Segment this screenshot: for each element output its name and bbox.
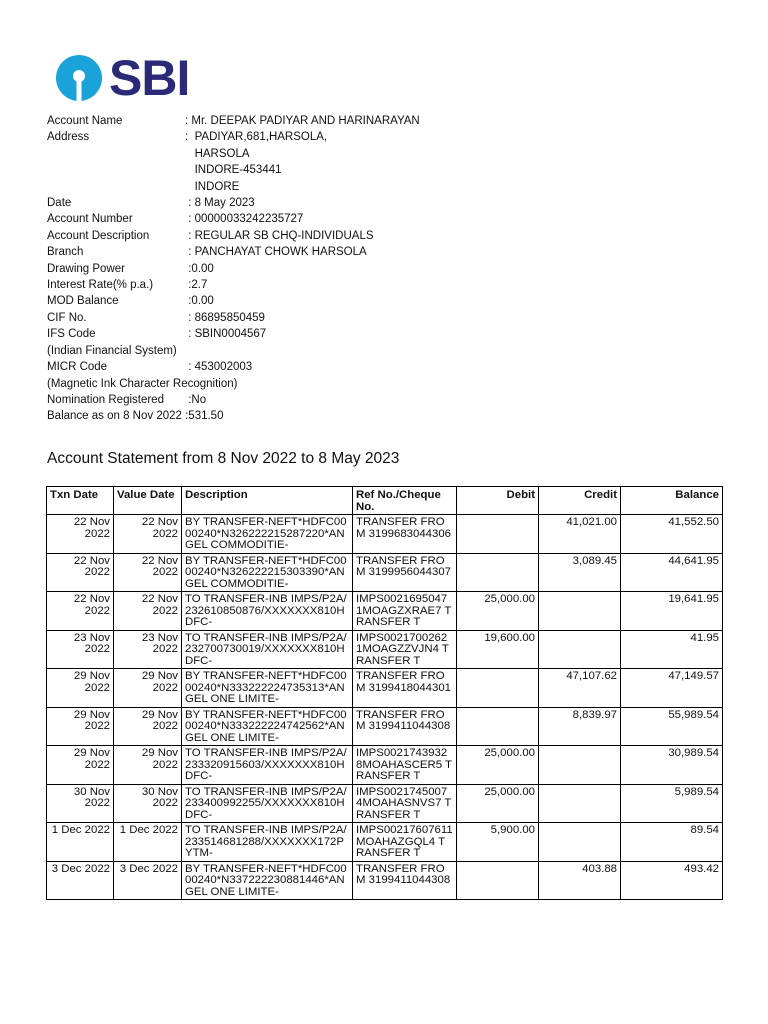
credit-cell: 403.88 (539, 861, 621, 900)
debit-cell: 19,600.00 (457, 630, 539, 669)
txn-date-cell: 22 Nov 2022 (47, 553, 114, 592)
info-value: : PADIYAR,681,HARSOLA, (185, 131, 328, 144)
sbi-keyhole-icon (55, 54, 103, 102)
info-value: :0.00 (185, 262, 214, 275)
balance-cell: 89.54 (621, 823, 723, 862)
balance-cell: 47,149.57 (621, 669, 723, 708)
txn-date-cell: 29 Nov 2022 (47, 707, 114, 746)
table-row (47, 515, 723, 554)
info-value: :531.50 (181, 410, 224, 423)
info-label: Account Name (47, 115, 123, 127)
credit-cell: 41,021.00 (539, 515, 621, 554)
info-label: MICR Code (47, 361, 108, 374)
info-label: Drawing Power (47, 262, 125, 275)
info-row (47, 359, 420, 375)
value-date-cell: 22 Nov 2022 (114, 515, 182, 554)
info-label (47, 162, 185, 178)
ref-cell: TRANSFER FROM 3199411044308 (353, 707, 457, 746)
info-value: INDORE (185, 180, 240, 193)
info-row (47, 162, 420, 178)
info-value: :0.00 (185, 295, 214, 308)
debit-cell (457, 515, 539, 554)
txn-date-cell: 3 Dec 2022 (47, 861, 114, 900)
ref-cell: IMPS00217607611MOAHAZGQL4 TRANSFER T (353, 823, 457, 862)
balance-cell: 41.95 (621, 630, 723, 669)
info-row (47, 211, 420, 227)
info-row (47, 146, 420, 162)
ref-cell: TRANSFER FROM 3199956044307 (353, 553, 457, 592)
value-date-cell: 29 Nov 2022 (114, 707, 182, 746)
info-row (47, 293, 420, 309)
info-value: : PANCHAYAT CHOWK HARSOLA (185, 246, 367, 259)
sbi-logo (55, 50, 190, 106)
info-row (47, 310, 420, 326)
txn-date-cell: 30 Nov 2022 (47, 784, 114, 823)
brand-name: SBI (109, 50, 190, 106)
description-cell: BY TRANSFER-NEFT*HDFC0000240*N337222230881446*ANGEL ONE LIMITE- (182, 861, 353, 900)
value-date-cell: 23 Nov 2022 (114, 630, 182, 669)
debit-cell: 25,000.00 (457, 592, 539, 631)
credit-cell (539, 592, 621, 631)
txn-date-cell: 29 Nov 2022 (47, 746, 114, 785)
info-label: (Magnetic Ink Character Recognition) (47, 377, 238, 390)
description-cell: TO TRANSFER-INB IMPS/P2A/232610850876/XXXXXXX810HDFC- (182, 592, 353, 631)
info-row (47, 244, 420, 260)
col-txn-date: Txn Date (47, 487, 114, 515)
balance-cell: 30,989.54 (621, 746, 723, 785)
info-value: HARSOLA (185, 147, 250, 160)
info-value: INDORE-453441 (185, 164, 282, 177)
ref-cell: TRANSFER FROM 3199683044306 (353, 515, 457, 554)
ref-cell: IMPS00217002621MOAGZZVJN4 TRANSFER T (353, 630, 457, 669)
value-date-cell: 3 Dec 2022 (114, 861, 182, 900)
debit-cell: 5,900.00 (457, 823, 539, 862)
balance-cell: 19,641.95 (621, 592, 723, 631)
description-cell: TO TRANSFER-INB IMPS/P2A/233320915603/XXXXXXX810HDFC- (182, 746, 353, 785)
table-row (47, 630, 723, 669)
info-label (47, 179, 185, 195)
credit-cell: 8,839.97 (539, 707, 621, 746)
info-row (47, 195, 420, 211)
col-credit: Credit (539, 487, 621, 515)
description-cell: BY TRANSFER-NEFT*HDFC0000240*N333222224742562*ANGEL ONE LIMITE- (182, 707, 353, 746)
info-label: Interest Rate(% p.a.) (47, 279, 154, 292)
info-value: : 8 May 2023 (185, 197, 255, 210)
balance-cell: 44,641.95 (621, 553, 723, 592)
description-cell: TO TRANSFER-INB IMPS/P2A/232700730019/XXXXXXX810HDFC- (182, 630, 353, 669)
ref-cell: TRANSFER FROM 3199418044301 (353, 669, 457, 708)
info-label: Branch (47, 246, 84, 259)
info-row (47, 261, 420, 277)
credit-cell (539, 746, 621, 785)
info-label: Account Number (47, 213, 133, 226)
info-value: : 00000033242235727 (185, 213, 304, 226)
value-date-cell: 22 Nov 2022 (114, 553, 182, 592)
info-label: (Indian Financial System) (47, 344, 177, 357)
info-row (47, 228, 420, 244)
txn-date-cell: 29 Nov 2022 (47, 669, 114, 708)
info-row (47, 129, 420, 145)
credit-cell: 47,107.62 (539, 669, 621, 708)
balance-cell: 5,989.54 (621, 784, 723, 823)
credit-cell (539, 823, 621, 862)
info-label: Balance as on 8 Nov 2022 (47, 410, 182, 423)
txn-date-cell: 1 Dec 2022 (47, 823, 114, 862)
info-label (47, 146, 185, 162)
info-label: MOD Balance (47, 295, 119, 308)
info-row (47, 113, 420, 129)
balance-cell: 493.42 (621, 861, 723, 900)
debit-cell: 25,000.00 (457, 784, 539, 823)
value-date-cell: 29 Nov 2022 (114, 669, 182, 708)
table-row (47, 746, 723, 785)
table-row (47, 707, 723, 746)
value-date-cell: 30 Nov 2022 (114, 784, 182, 823)
credit-cell: 3,089.45 (539, 553, 621, 592)
description-cell: TO TRANSFER-INB IMPS/P2A/233400992255/XXXXXXX810HDFC- (182, 784, 353, 823)
value-date-cell: 29 Nov 2022 (114, 746, 182, 785)
info-row (47, 277, 420, 293)
info-value: : Mr. DEEPAK PADIYAR AND HARINARAYAN (185, 115, 420, 127)
col-description: Description (182, 487, 353, 515)
info-label: CIF No. (47, 311, 87, 324)
txn-date-cell: 22 Nov 2022 (47, 592, 114, 631)
table-row (47, 553, 723, 592)
info-row (47, 408, 420, 424)
ref-cell: TRANSFER FROM 3199411044308 (353, 861, 457, 900)
statement-title: Account Statement from 8 Nov 2022 to 8 May 2023 (47, 450, 400, 467)
debit-cell: 25,000.00 (457, 746, 539, 785)
table-row (47, 823, 723, 862)
col-balance: Balance (621, 487, 723, 515)
info-row (47, 392, 420, 408)
credit-cell (539, 630, 621, 669)
info-row (47, 179, 420, 195)
table-row (47, 669, 723, 708)
table-row (47, 784, 723, 823)
col-value-date: Value Date (114, 487, 182, 515)
ref-cell: IMPS00217439328MOAHASCER5 TRANSFER T (353, 746, 457, 785)
ref-cell: IMPS00217450074MOAHASNVS7 TRANSFER T (353, 784, 457, 823)
description-cell: TO TRANSFER-INB IMPS/P2A/233514681288/XXXXXXX172PYTM- (182, 823, 353, 862)
info-value: : 86895850459 (185, 311, 265, 324)
info-label: Account Description (47, 229, 150, 242)
info-value: :2.7 (185, 279, 208, 292)
info-value: : 453002003 (185, 361, 253, 374)
debit-cell (457, 707, 539, 746)
info-row (47, 343, 420, 359)
info-label: Nomination Registered (47, 393, 164, 406)
info-value: :No (185, 393, 207, 406)
value-date-cell: 1 Dec 2022 (114, 823, 182, 862)
col-debit: Debit (457, 487, 539, 515)
value-date-cell: 22 Nov 2022 (114, 592, 182, 631)
info-label: IFS Code (47, 328, 96, 341)
credit-cell (539, 784, 621, 823)
info-value: : REGULAR SB CHQ-INDIVIDUALS (185, 229, 374, 242)
info-label: Address (47, 131, 90, 144)
info-row (47, 376, 420, 392)
table-row (47, 861, 723, 900)
info-label: Date (47, 197, 72, 210)
description-cell: BY TRANSFER-NEFT*HDFC0000240*N326222215287220*ANGEL COMMODITIE- (182, 515, 353, 554)
description-cell: BY TRANSFER-NEFT*HDFC0000240*N333222224735313*ANGEL ONE LIMITE- (182, 669, 353, 708)
table-header-row (47, 487, 723, 515)
table-row (47, 592, 723, 631)
txn-date-cell: 22 Nov 2022 (47, 515, 114, 554)
account-details (47, 113, 420, 425)
debit-cell (457, 861, 539, 900)
balance-cell: 55,989.54 (621, 707, 723, 746)
info-value: : SBIN0004567 (185, 328, 267, 341)
txn-date-cell: 23 Nov 2022 (47, 630, 114, 669)
transactions-table (46, 486, 723, 900)
debit-cell (457, 553, 539, 592)
balance-cell: 41,552.50 (621, 515, 723, 554)
col-ref-no: Ref No./Cheque No. (353, 487, 457, 515)
debit-cell (457, 669, 539, 708)
info-row (47, 326, 420, 342)
description-cell: BY TRANSFER-NEFT*HDFC0000240*N326222215303390*ANGEL COMMODITIE- (182, 553, 353, 592)
ref-cell: IMPS00216950471MOAGZXRAE7 TRANSFER T (353, 592, 457, 631)
